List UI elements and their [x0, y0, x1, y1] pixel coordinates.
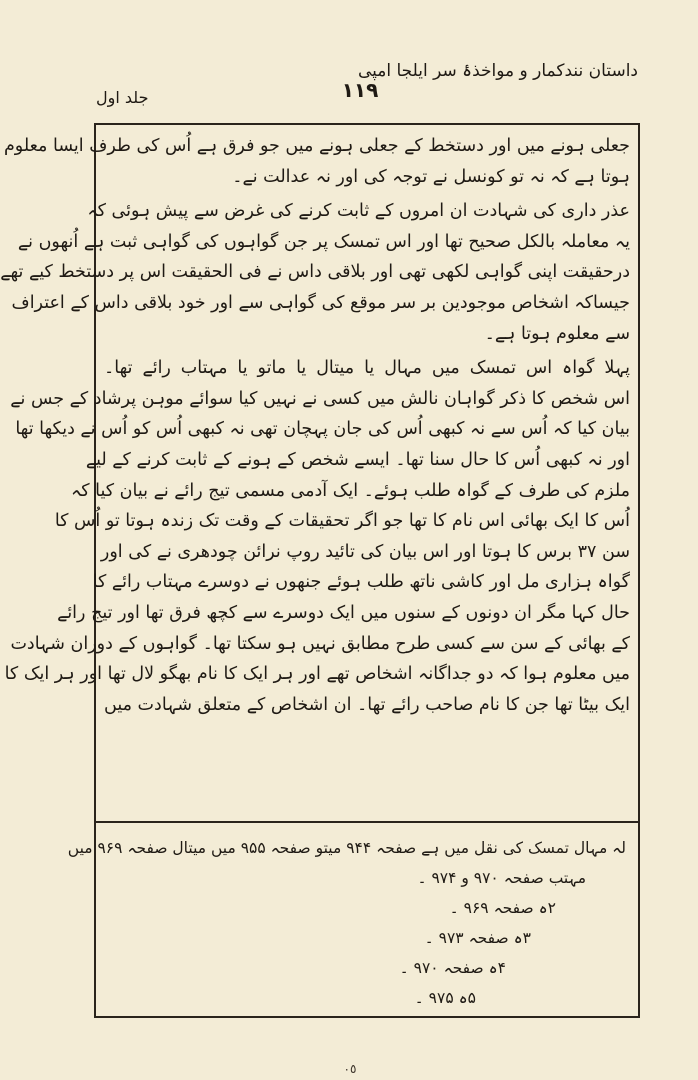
body-line: بیان کیا کہ اُس سے نہ کبھی اُس کی جان پہچان تھی نہ کبھی اُس کو اُس نے دیکھا تھا	[15, 419, 630, 440]
page-number: ۱۱۹	[341, 78, 379, 102]
body-line: حال کہا مگر ان دونوں کے سنوں میں ایک دوسرے سے کچھ فرق تھا اور تیج رائے	[57, 602, 630, 623]
page-footer-mark: ٠٥	[343, 1062, 357, 1076]
footnote-line: ۲ہ صفحہ ۹۶۹ ۔	[449, 899, 556, 917]
text-frame	[0, 123, 640, 1018]
body-line: درحقیقت اپنی گواہی لکھی تھی اور بلاقی داس نے فی الحقیقت اس پر دستخط کیے تھے	[0, 262, 630, 283]
body-line: ملزم کی طرف کے گواہ طلب ہوئے۔ ایک آدمی مسمی تیج رائے نے بیان کیا کہ	[71, 480, 630, 501]
main-text-block	[0, 131, 630, 821]
body-line: یہ معاملہ بالکل صحیح تھا اور اس تمسک پر جن گواہوں کی گواہی ثبت ہے اُنھوں نے	[17, 231, 630, 252]
body-line: ہوتا ہے کہ نہ تو کونسل نے توجہ کی اور نہ عدالت نے۔	[232, 166, 630, 187]
page-header	[0, 0, 698, 120]
body-line: سن ۳۷ برس کا ہوتا اور اس بیان کی تائید روپ نرائن چودھری نے کی اور	[100, 541, 630, 562]
footnote-line: ۳ہ صفحہ ۹۷۳ ۔	[424, 929, 531, 947]
footnote-line: مہتب صفحہ ۹۷۰ و ۹۷۴ ۔	[417, 869, 586, 887]
body-line: اُس کا ایک بھائی اس نام کا تھا جو اگر تحقیقات کے وقت تک زندہ ہوتا تو اُس کا	[54, 511, 630, 532]
body-line: پہلا گواہ اس تمسک میں مہال یا میتال یا ماتو یا مہتاب رائے تھا۔	[104, 358, 630, 379]
body-line: میں معلوم ہوا کہ دو جداگانہ اشخاص تھے اور ہر ایک کا نام بھگو لال تھا اور ہر ایک کا	[4, 664, 630, 685]
footnote-line: لہ مہال تمسک کی نقل میں ہے صفحہ ۹۴۴ میتو صفحہ ۹۵۵ میں میتال صفحہ ۹۶۹ میں	[67, 839, 626, 857]
body-line: عذر داری کی شہادت ان امروں کے ثابت کرنے کی غرض سے پیش ہوئی کہ	[87, 201, 630, 222]
volume-label: جلد اول	[96, 88, 149, 107]
footnotes-block	[67, 833, 626, 1013]
running-title: داستان نندکمار و مواخذۂ سر ایلجا امپی	[357, 61, 638, 81]
body-line: ایک بیٹا تھا جن کا نام صاحب رائے تھا۔ ان اشخاص کے متعلق شہادت میں	[104, 694, 630, 715]
body-line: کے بھائی کے سن سے کسی طرح مطابق نہیں ہو سکتا تھا۔ گواہوں کے دوران شہادت	[10, 633, 630, 654]
footnote-divider	[96, 821, 638, 823]
footnote-line: ۴ہ صفحہ ۹۷۰ ۔	[399, 959, 506, 977]
body-line: جیساکہ اشخاص موجودین بر سر موقع کی گواہی سے اور خود بلاقی داس کے اعتراف	[11, 292, 630, 313]
body-line: گواہ ہزاری مل اور کاشی ناتھ طلب ہوئے جنھوں نے دوسرے مہتاب رائے کا	[92, 572, 630, 593]
body-line: اور نہ کبھی اُس کا حال سنا تھا۔ ایسے شخص کے ہونے کے ثابت کرنے کے لیے	[85, 449, 630, 470]
body-line: اس شخص کا ذکر گواہان نالش میں کسی نے نہیں کیا سوائے موہن پرشاد کے جس نے	[10, 388, 630, 409]
footnote-line: ۵ہ ۹۷۵ ۔	[414, 989, 476, 1007]
body-line: سے معلوم ہوتا ہے۔	[484, 323, 630, 344]
body-line: جعلی ہونے میں اور دستخط کے جعلی ہونے میں جو فرق ہے اُس کی طرف ایسا معلوم	[3, 136, 630, 156]
